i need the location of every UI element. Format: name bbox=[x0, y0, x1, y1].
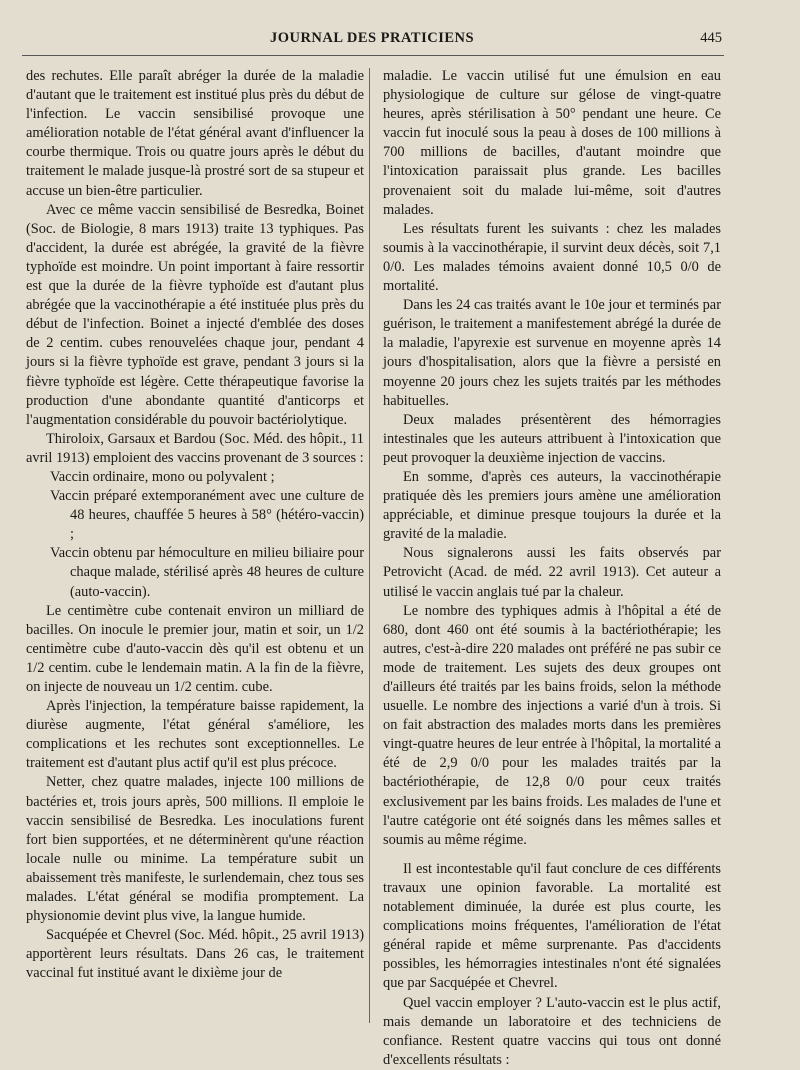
paragraph: En somme, d'après ces auteurs, la vaccinothérapie pratiquée dès les premiers jours amène une amélioration appréciable, et diminue presque toujours la durée et la gravité de la maladie. bbox=[383, 468, 721, 543]
header-rule bbox=[22, 55, 724, 56]
running-header bbox=[22, 30, 722, 52]
right-column bbox=[383, 67, 721, 1070]
paragraph: Thiroloix, Garsaux et Bardou (Soc. Méd. des hôpit., 11 avril 1913) emploient des vaccins provenant de 3 sources : bbox=[26, 430, 364, 466]
list-item: Vaccin ordinaire, mono ou polyvalent ; bbox=[50, 468, 275, 485]
paragraph: Il est incontestable qu'il faut conclure de ces différents travaux une opinion favorable. La mortalité est notablement diminuée, la durée est plus courte, les complications moins fréquentes, l'amélioration de l'état général rapide et même surprenante. Pas d'accidents possibles, les hémorragies intestinales n'ont été signalées que par Sacquépée et Chevrel. bbox=[383, 860, 721, 992]
paragraph: Dans les 24 cas traités avant le 10e jour et terminés par guérison, le traitement a manifestement abrégé la durée de la maladie, l'apyrexie est survenue en moyenne après 14 jours d'hospitalisation, alors que la fièvre a persisté en moyenne 20 jours chez les sujets traités par les méthodes habituelles. bbox=[383, 297, 721, 409]
paragraph: Le nombre des typhiques admis à l'hôpital a été de 680, dont 460 ont été soumis à la bactériothérapie; les autres, c'est-à-dire 220 malades ont préféré ne pas subir ce mode de traitement. Les sujets des deux groupes ont d'ailleurs été traités par les bains froids, selon la méthode usuelle. Le nombre des injections a varié d'un à trois. Si on fait abstraction des malades morts dans les premières vingt-quatre heures de leur entrée à l'hôpital, la mortalité a été de 2,9 0/0 pour les malades traités par la bactériothérapie, de 12,8 0/0 pour ceux traités exclusivement par les bains froids. Les malades de l'une et l'autre catégorie ont été soignés dans les mêmes salles et soumis au même régime. bbox=[383, 602, 721, 848]
paragraph: Avec ce même vaccin sensibilisé de Besredka, Boinet (Soc. de Biologie, 8 mars 1913) traite 13 typhiques. Pas d'accident, la durée est abrégée, la gravité de la fièvre typhoïde est moindre. Un point important à faire ressortir est que la durée de la fièvre typhoïde est d'autant plus abrégée que la vaccinothérapie a été instituée plus près du début de l'infection. Boinet a injecté d'emblée des doses de 2 centim. cubes renouvelées chaque jour, pendant 4 jours si la fièvre typhoïde est grave, pendant 3 jours si la fièvre typhoïde est légère. Cette thérapeutique favorise la production d'une abondante quantité d'anticorps et l'augmentation considérable du pouvoir bactériolytique. bbox=[26, 201, 364, 428]
paragraph: Deux malades présentèrent des hémorragies intestinales que les auteurs attribuent à l'intoxication que peut provoquer la deuxième injection de vaccins. bbox=[383, 411, 721, 466]
paragraph: maladie. Le vaccin utilisé fut une émulsion en eau physiologique de culture sur gélose de vingt-quatre heures, après stérilisation à 50° pendant une heure. Ce vaccin fut inoculé sous la peau à doses de 100 millions à 700 millions de bacilles, d'autant moindre que l'intoxication paraissait plus grande. Les bacilles provenaient soit du malade lui-même, soit d'autres malades. bbox=[383, 68, 721, 218]
list-item: Vaccin obtenu par hémoculture en milieu biliaire pour chaque malade, stérilisé après 48 heures de culture (auto-vaccin). bbox=[50, 545, 364, 600]
paragraph: Quel vaccin employer ? L'auto-vaccin est le plus actif, mais demande un laboratoire et des techniciens de confiance. Restent quatre vaccins qui tous ont donné d'excellents résultats : bbox=[383, 994, 721, 1068]
paragraph: Le centimètre cube contenait environ un milliard de bacilles. On inocule le premier jour, matin et soir, un 1/2 centimètre cube d'auto-vaccin dès qu'il est obtenu et un 1/2 centim. cube le lendemain matin. A la fin de la fièvre, on injecte de nouveau un 1/2 centim. cube. bbox=[26, 602, 364, 695]
left-column bbox=[26, 67, 364, 984]
paragraph: Nous signalerons aussi les faits observés par Petrovicht (Acad. de méd. 22 avril 1913). Cet auteur a utilisé le vaccin anglais tué par la chaleur. bbox=[383, 545, 721, 600]
vaccine-source-list bbox=[26, 468, 364, 602]
paragraph: des rechutes. Elle paraît abréger la durée de la maladie d'autant que le traitement est institué plus près du début de l'infection. Le vaccin sensibilisé provoque une amélioration notable de l'état général avant d'influencer la courbe thermique. Trois ou quatre jours après le début du traitement le malade jusque-là prostré sort de sa stupeur et accuse un bien-être particulier. bbox=[26, 68, 364, 199]
list-item: Vaccin préparé extemporanément avec une culture de 48 heures, chauffée 5 heures à 58° (hétéro-vaccin) ; bbox=[50, 488, 364, 543]
paragraph: Après l'injection, la température baisse rapidement, la diurèse augmente, l'état général s'améliore, les complications et les rechutes sont exceptionnelles. Le traitement est d'autant plus actif qu'il est plus précoce. bbox=[26, 698, 364, 772]
paragraph: Netter, chez quatre malades, injecte 100 millions de bactéries et, trois jours après, 500 millions. Il emploie le vaccin sensibilisé de Besredka. Les inoculations furent fort bien supportées, et ne déterminèrent qu'une réaction locale nulle ou minime. La température subit un abaissement très manifeste, le surlendemain, chez tous ses malades. L'état général se modifia promptement. La physionomie devint plus vive, la langue humide. bbox=[26, 774, 364, 925]
journal-title: JOURNAL DES PRATICIENS bbox=[269, 30, 475, 46]
paragraph: Sacquépée et Chevrel (Soc. Méd. hôpit., 25 avril 1913) apportèrent leurs résultats. Dans 26 cas, le traitement vaccinal fut institué avant le dixième jour de bbox=[26, 927, 364, 982]
paragraph: Les résultats furent les suivants : chez les malades soumis à la vaccinothérapie, il survint deux décès, soit 7,1 0/0. Les malades témoins avaient donné 10,5 0/0 de mortalité. bbox=[383, 220, 721, 295]
page-number: 445 bbox=[700, 30, 722, 46]
column-divider bbox=[369, 68, 370, 1023]
